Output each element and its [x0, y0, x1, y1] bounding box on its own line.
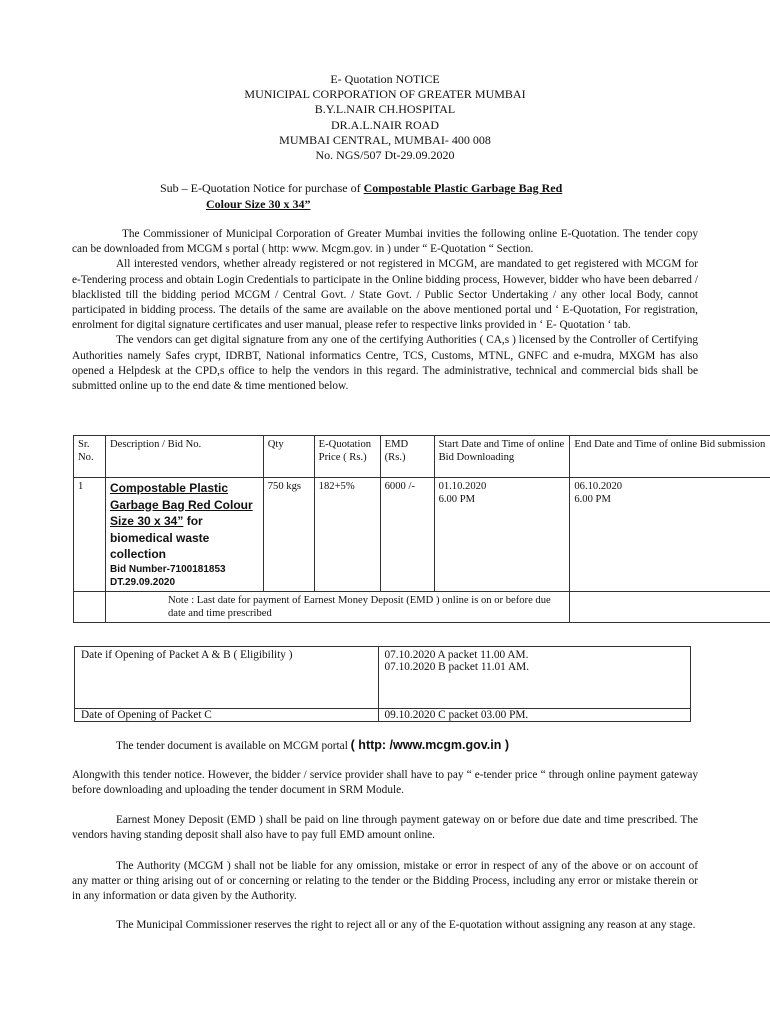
reference-number: No. NGS/507 Dt-29.09.2020 — [315, 148, 455, 163]
row-qty: 750 kgs — [263, 478, 314, 592]
header-start: Start Date and Time of online Bid Downloading — [434, 436, 570, 478]
table-row — [75, 709, 691, 722]
notice-title: E- Quotation NOTICE — [330, 72, 440, 86]
hospital-road: DR.A.L.NAIR ROAD — [331, 117, 439, 132]
bid-number: Bid Number-7100181853 — [109, 563, 226, 575]
commissioner-paragraph: The Municipal Commissioner reserves the right to reject all or any of the E-quotation without assigning any reason at any stage. — [116, 919, 696, 931]
header-sr: Sr. No. — [74, 436, 106, 478]
notice-header — [0, 72, 770, 163]
desc-line3-plain: for — [183, 514, 203, 528]
start-time: 6.00 PM — [438, 494, 476, 505]
note-end-cell — [570, 591, 770, 622]
subject-item-line2: Colour Size 30 x 34” — [206, 197, 311, 211]
alongwith-section — [72, 768, 698, 798]
header-end: End Date and Time of online Bid submission — [570, 436, 770, 478]
desc-line3-underlined: Size 30 x 34” — [109, 514, 184, 528]
table-header-row — [74, 436, 770, 478]
hospital-city: MUMBAI CENTRAL, MUMBAI- 400 008 — [279, 132, 491, 147]
bid-table — [73, 435, 770, 623]
desc-line2b: Colour — [214, 497, 253, 512]
table-row — [75, 647, 691, 709]
row-start — [434, 478, 570, 592]
end-time: 6.00 PM — [574, 494, 611, 505]
header-emd: EMD (Rs.) — [380, 436, 434, 478]
emd-note: Note : Last date for payment of Earnest Money Deposit (EMD ) online is on or before due date and time prescribed — [105, 591, 569, 622]
hospital-name: B.Y.L.NAIR CH.HOSPITAL — [314, 102, 456, 117]
organization-name: MUNICIPAL CORPORATION OF GREATER MUMBAI — [244, 87, 526, 102]
table-row — [74, 478, 770, 592]
emd-section — [72, 813, 698, 843]
header-description: Description / Bid No. — [105, 436, 263, 478]
packet-ab-label: Date if Opening of Packet A & B ( Eligibility ) — [75, 647, 379, 709]
desc-line5: collection — [109, 547, 166, 561]
subject-item-line1: Compostable Plastic Garbage Bag Red — [363, 181, 563, 195]
row-description — [105, 478, 263, 592]
packet-c-label: Date of Opening of Packet C — [75, 709, 379, 722]
subject-lead: Sub – E-Quotation Notice for purchase of — [160, 181, 364, 195]
header-price: E-Quotation Price ( Rs.) — [314, 436, 380, 478]
authority-paragraph: The Authority (MCGM ) shall not be liable for any omission, mistake or error in respect of any of the above or on account of any matter or thing arising out of or concerning or relating to the tender or the Bidding Process, including any error or mistake therein or in any information or data given by the Authority. — [72, 860, 698, 903]
commissioner-section — [72, 918, 698, 933]
desc-line4: biomedical waste — [109, 530, 210, 545]
note-spacer — [74, 591, 106, 622]
row-price: 182+5% — [314, 478, 380, 592]
packet-c-time: 09.10.2020 C packet 03.00 PM. — [378, 709, 691, 722]
bid-date: DT.29.09.2020 — [109, 576, 176, 588]
row-emd: 6000 /- — [380, 478, 434, 592]
opening-table — [74, 646, 691, 722]
tender-availability-text: The tender document is available on MCGM portal — [116, 740, 351, 752]
digital-signature-paragraph: The vendors can get digital signature from any one of the certifying Authorities ( CA,s ) licensed by the Controller of Certifying Authorities namely Safes crypt, IDRBT, National informatics Centre, TCS, Customs, MTNL, GNFC and e-mudra, MXGM has also opened a Helpdesk at the CPD,s office to help the vendors in this regard. The administrative, technical and commercial bids shall be submitted online up to the end date & time mentioned below. — [72, 334, 698, 393]
end-date: 06.10.2020 — [574, 481, 623, 492]
registration-paragraph: All interested vendors, whether already registered or not registered in MCGM, are mandated to get registered with MCGM for e-Tendering process and obtain Login Credentials to participate in the Online bidding process, However, bidder who have been debarred / blacklisted till the bidding period MCGM / Central Govt. / State Govt. / Public Sector Undertaking / any other local Body, cannot participated in bidding process. The details of the same are available on the above mentioned portal und ‘ E-Quotation, For registration, enrolment for digital signature certificates and user manual, please refer to respective links provided in ‘ E- Quotation ‘ tab. — [72, 258, 698, 332]
intro-paragraph: The Commissioner of Municipal Corporation of Greater Mumbai invities the following online E-Quotation. The tender copy can be downloaded from MCGM s portal ( http: www. Mcgm.gov. in ) under “ E-Quotation “ Section. — [72, 228, 698, 256]
row-sr: 1 — [74, 478, 106, 592]
header-qty: Qty — [263, 436, 314, 478]
desc-line2a: Garbage Bag Red — [109, 497, 214, 512]
intro-section — [72, 227, 698, 394]
packet-a-time: 07.10.2020 A packet 11.00 AM. — [384, 649, 529, 661]
tender-availability — [72, 738, 698, 754]
start-date: 01.10.2020 — [438, 481, 487, 492]
mcgm-portal-link[interactable]: ( http: /www.mcgm.gov.in ) — [350, 738, 509, 752]
row-end — [570, 478, 770, 592]
authority-section — [72, 859, 698, 905]
packet-b-time: 07.10.2020 B packet 11.01 AM. — [384, 661, 530, 673]
desc-line1: Compostable Plastic — [109, 481, 228, 495]
packet-ab-times — [378, 647, 691, 709]
emd-paragraph: Earnest Money Deposit (EMD ) shall be paid on line through payment gateway on or before due date and time prescribed. The vendors having standing deposit shall also have to pay full EMD amount online. — [72, 814, 698, 842]
note-row — [74, 591, 770, 622]
alongwith-paragraph: Alongwith this tender notice. However, the bidder / service provider shall have to pay “ e-tender price “ through online payment gateway before downloading and uploading the tender document in SRM Module. — [72, 769, 698, 797]
subject-line — [160, 180, 680, 212]
